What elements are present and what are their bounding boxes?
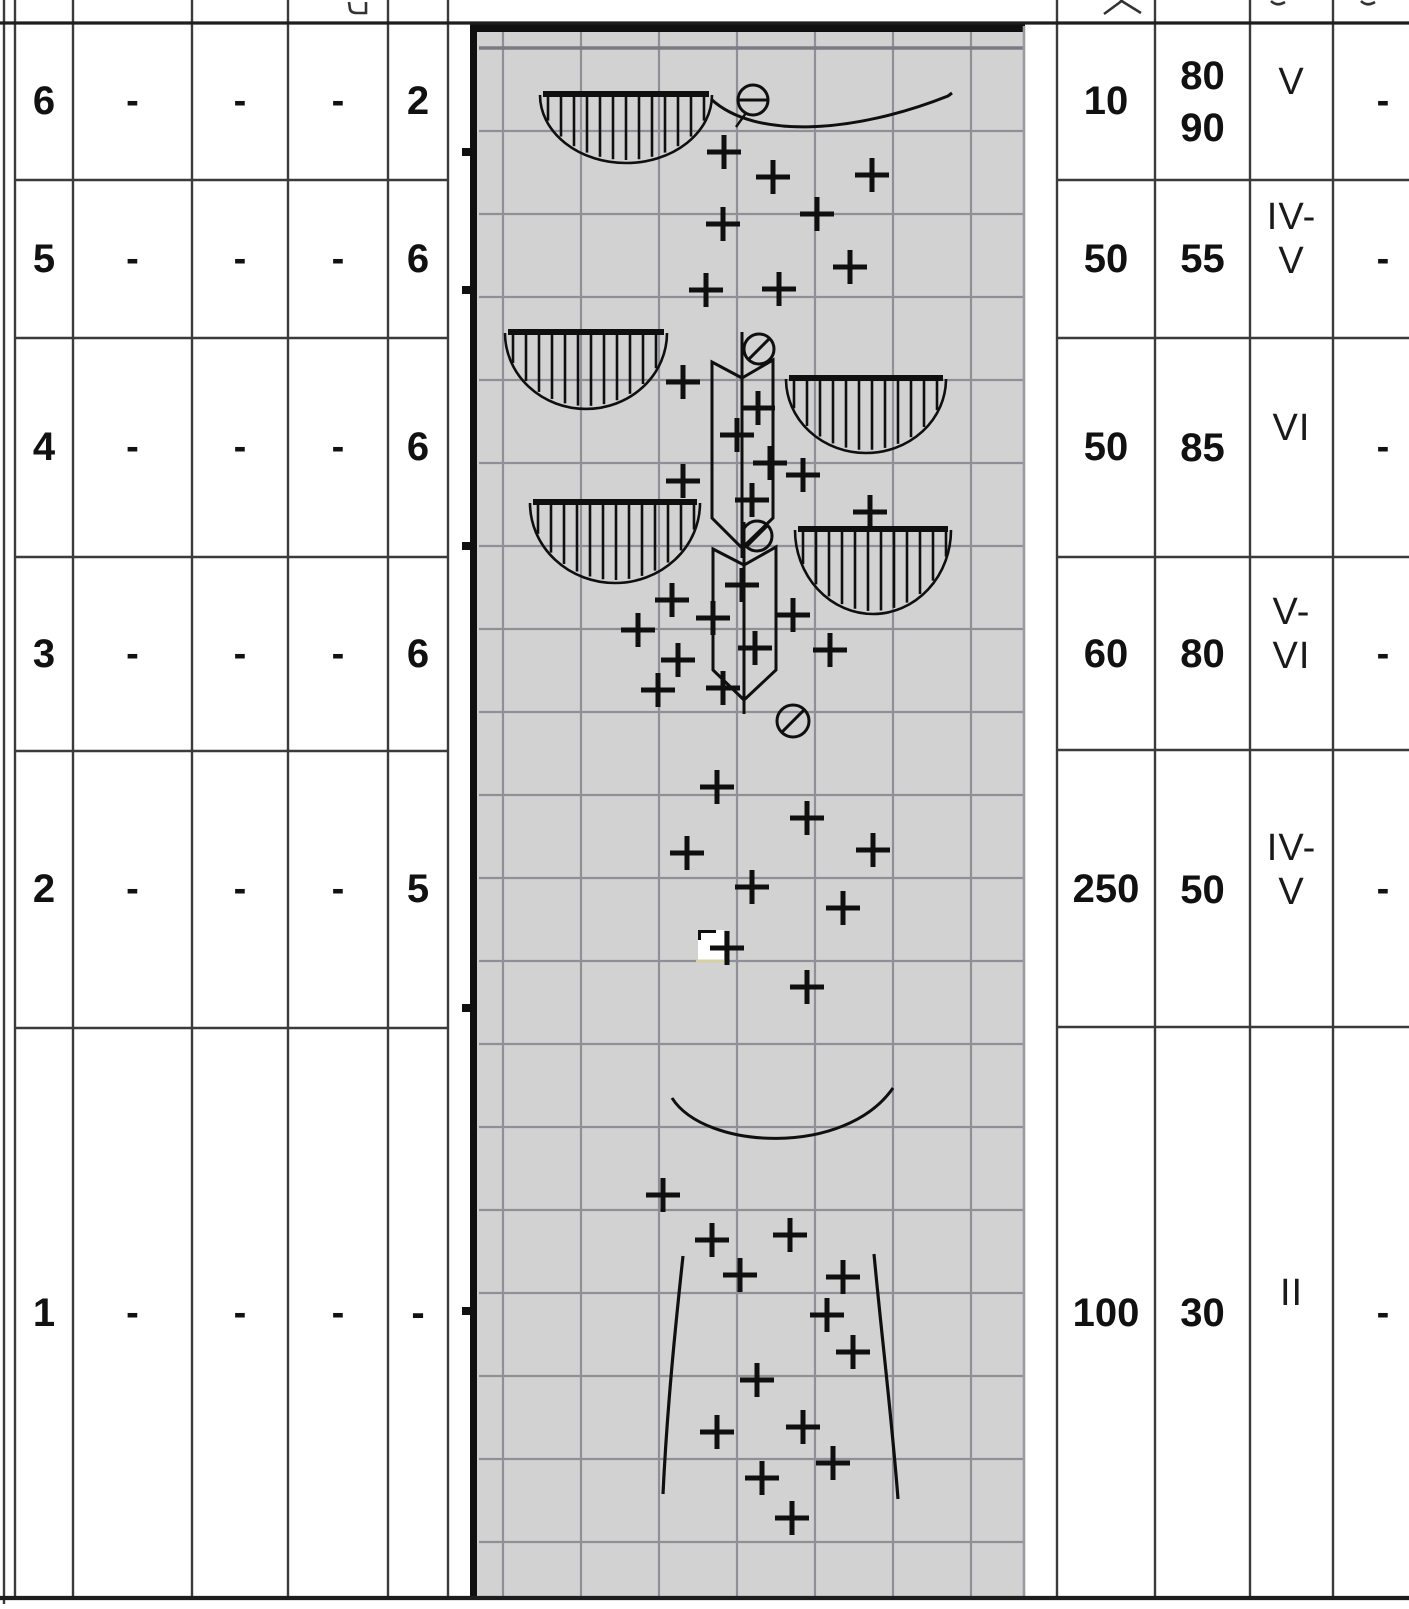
row-number-cell: 2: [32, 867, 56, 911]
count-cell: 6: [406, 236, 430, 281]
empty-dash-cell: -: [1376, 237, 1390, 280]
dash-cell: -: [126, 632, 139, 675]
roman-grade-cell: [1250, 1008, 1333, 1578]
row-number-cell: 4: [32, 425, 56, 469]
dash-cell: -: [331, 1291, 345, 1334]
roman-line: VI: [1272, 406, 1311, 449]
value-b-cell: [1155, 338, 1250, 557]
count-cell: 6: [406, 631, 430, 676]
roman-grade-cell: [1250, 3, 1333, 160]
empty-dash-cell: -: [1376, 80, 1390, 122]
value-line: 30: [1180, 1291, 1225, 1335]
count-cell: 5: [406, 867, 430, 911]
value-a-cell: 50: [1083, 236, 1129, 281]
row-number-cell: 6: [32, 79, 56, 123]
value-line: 50: [1180, 867, 1225, 912]
row-number-cell: 3: [32, 631, 56, 676]
roman-grade-cell: [1250, 318, 1333, 537]
dash-cell: -: [331, 868, 345, 910]
row-number-cell: 5: [32, 236, 56, 281]
dash-cell: -: [126, 80, 139, 122]
empty-dash-cell: -: [1376, 426, 1390, 468]
roman-line: V: [1278, 60, 1305, 103]
count-cell: -: [411, 1290, 425, 1335]
roman-line: V: [1278, 870, 1305, 913]
roman-grade-cell: [1250, 731, 1333, 1008]
roman-line: IV-: [1266, 196, 1317, 238]
roman-grade-cell: [1250, 160, 1333, 318]
value-b-cell: [1155, 180, 1250, 338]
dash-cell: -: [233, 868, 247, 910]
dash-cell: -: [233, 237, 247, 280]
empty-dash-cell: -: [1376, 632, 1390, 675]
value-a-cell: 50: [1083, 425, 1129, 469]
roman-grade-cell: [1250, 537, 1333, 731]
value-a-cell: 60: [1083, 631, 1129, 676]
empty-dash-cell: -: [1376, 868, 1390, 910]
dash-cell: -: [233, 632, 247, 675]
dash-cell: -: [233, 80, 247, 122]
dash-cell: -: [126, 426, 139, 468]
dash-cell: -: [233, 1291, 247, 1334]
value-a-cell: 250: [1072, 867, 1140, 911]
value-line: 55: [1180, 237, 1225, 281]
roman-line: II: [1279, 1272, 1304, 1314]
value-line: 90: [1180, 105, 1225, 150]
dash-cell: -: [331, 237, 345, 280]
count-cell: 2: [406, 79, 430, 123]
roman-line: V: [1278, 240, 1305, 282]
empty-dash-cell: -: [1376, 1291, 1390, 1334]
roman-line: IV-: [1266, 826, 1317, 869]
value-a-cell: 100: [1072, 1290, 1140, 1335]
value-b-cell: [1155, 557, 1250, 751]
dash-cell: -: [331, 80, 345, 122]
value-a-cell: 10: [1083, 79, 1129, 123]
dash-cell: -: [331, 426, 345, 468]
dash-cell: -: [233, 426, 247, 468]
count-cell: 6: [406, 425, 430, 469]
value-line: 85: [1180, 425, 1225, 470]
dash-cell: -: [126, 237, 139, 280]
value-b-cell: [1155, 1028, 1250, 1598]
dash-cell: -: [126, 868, 139, 910]
roman-line: V-: [1272, 591, 1311, 633]
value-line: 80: [1180, 53, 1225, 98]
dash-cell: -: [331, 632, 345, 675]
dash-cell: -: [126, 1291, 139, 1334]
roman-line: VI: [1272, 635, 1311, 677]
value-b-cell: [1155, 751, 1250, 1028]
value-line: 80: [1180, 632, 1225, 676]
row-number-cell: 1: [32, 1290, 56, 1335]
value-b-cell: [1155, 23, 1250, 180]
